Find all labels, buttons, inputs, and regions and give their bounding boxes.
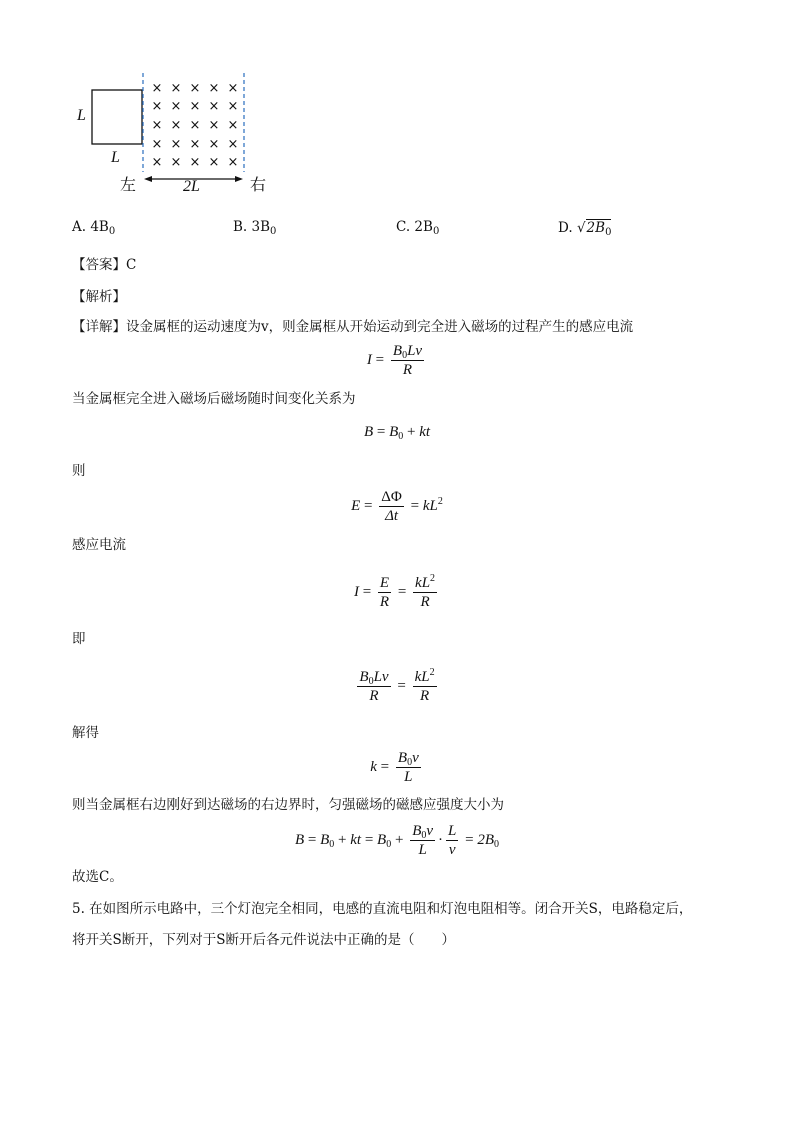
field-cross: × bbox=[208, 99, 220, 114]
arrow-head-left bbox=[144, 176, 152, 182]
field-crosses bbox=[152, 81, 239, 170]
equation-final: $B = B_0$ + kt = $B_0$ + $\frac{B_0v}{L}$ · $\frac{L}{v}$ = $2B_0$ bbox=[294, 823, 500, 858]
field-cross: × bbox=[170, 137, 182, 152]
left-label: 左 bbox=[120, 175, 137, 194]
text-right-boundary: 则当金属框右边刚好到达磁场的右边界时，匀强磁场的磁感应强度大小为 bbox=[72, 797, 504, 813]
detail-text: 【详解】设金属框的运动速度为v，则金属框从开始运动到完全进入磁场的过程产生的感应电流 bbox=[72, 319, 634, 335]
option-a[interactable]: A. $4B_0$ bbox=[72, 219, 116, 237]
field-cross: × bbox=[208, 155, 220, 170]
text-then: 则 bbox=[72, 463, 86, 479]
option-b[interactable]: B. $3B_0$ bbox=[233, 219, 277, 237]
option-c[interactable]: C. $2B_0$ bbox=[396, 219, 440, 237]
field-cross: × bbox=[151, 155, 163, 170]
field-cross: × bbox=[151, 118, 163, 133]
option-d[interactable]: D. $√2B_0$ bbox=[558, 220, 612, 238]
equation-current-after: I = $\frac{E}{R}$ = $\frac{kL^2}{R}$ bbox=[353, 573, 436, 610]
field-cross: × bbox=[189, 81, 201, 96]
field-cross: × bbox=[189, 155, 201, 170]
field-cross: × bbox=[227, 99, 239, 114]
field-cross: × bbox=[170, 81, 182, 96]
field-cross: × bbox=[208, 137, 220, 152]
sqrt-value: $2B_0$ bbox=[586, 220, 612, 238]
equation-field-time: $B = B_0$ + kt bbox=[363, 424, 431, 442]
field-cross: × bbox=[151, 81, 163, 96]
field-cross: × bbox=[170, 99, 182, 114]
field-cross: × bbox=[189, 99, 201, 114]
text-field-change: 当金属框完全进入磁场后磁场随时间变化关系为 bbox=[72, 391, 356, 407]
text-i-e: 即 bbox=[72, 631, 86, 647]
field-cross: × bbox=[208, 81, 220, 96]
arrow-head-right bbox=[235, 176, 243, 182]
side-label-left: L bbox=[77, 107, 86, 124]
analysis-heading: 【解析】 bbox=[72, 289, 126, 305]
field-cross: × bbox=[227, 118, 239, 133]
question-5-line-2: 将开关S断开，下列对于S断开后各元件说法中正确的是（ ） bbox=[72, 932, 455, 948]
metal-frame bbox=[92, 90, 142, 144]
side-label-bottom: L bbox=[111, 149, 120, 166]
field-cross: × bbox=[227, 81, 239, 96]
equation-equate: $\frac{B_0Lv}{R}$ = $\frac{kL^2}{R}$ bbox=[359, 667, 435, 704]
field-cross: × bbox=[170, 118, 182, 133]
equation-emf: E = $\frac{\Delta\Phi}{\Delta t}$ = $kL^2$ bbox=[351, 489, 443, 524]
magnetic-field-figure bbox=[0, 0, 300, 200]
field-cross: × bbox=[227, 137, 239, 152]
question-5-line-1: 5. 在如图所示电路中，三个灯泡完全相同，电感的直流电阻和灯泡电阻相等。闭合开关S，电路稳定后， bbox=[72, 901, 693, 917]
field-cross: × bbox=[208, 118, 220, 133]
field-cross: × bbox=[151, 137, 163, 152]
equation-k: k = $\frac{B_0v}{L}$ bbox=[370, 750, 419, 785]
figure bbox=[0, 0, 794, 200]
text-induced-current: 感应电流 bbox=[72, 537, 126, 553]
field-cross: × bbox=[151, 99, 163, 114]
equation-current-entry: I = $\frac{B_0Lv}{R}$ bbox=[366, 343, 423, 378]
field-cross: × bbox=[189, 118, 201, 133]
width-label: 2L bbox=[183, 178, 200, 195]
text-solve: 解得 bbox=[72, 725, 99, 741]
field-cross: × bbox=[227, 155, 239, 170]
answer: 【答案】C bbox=[72, 257, 137, 273]
field-cross: × bbox=[189, 137, 201, 152]
right-label: 右 bbox=[250, 175, 267, 194]
text-choose: 故选C。 bbox=[72, 869, 123, 885]
field-cross: × bbox=[170, 155, 182, 170]
